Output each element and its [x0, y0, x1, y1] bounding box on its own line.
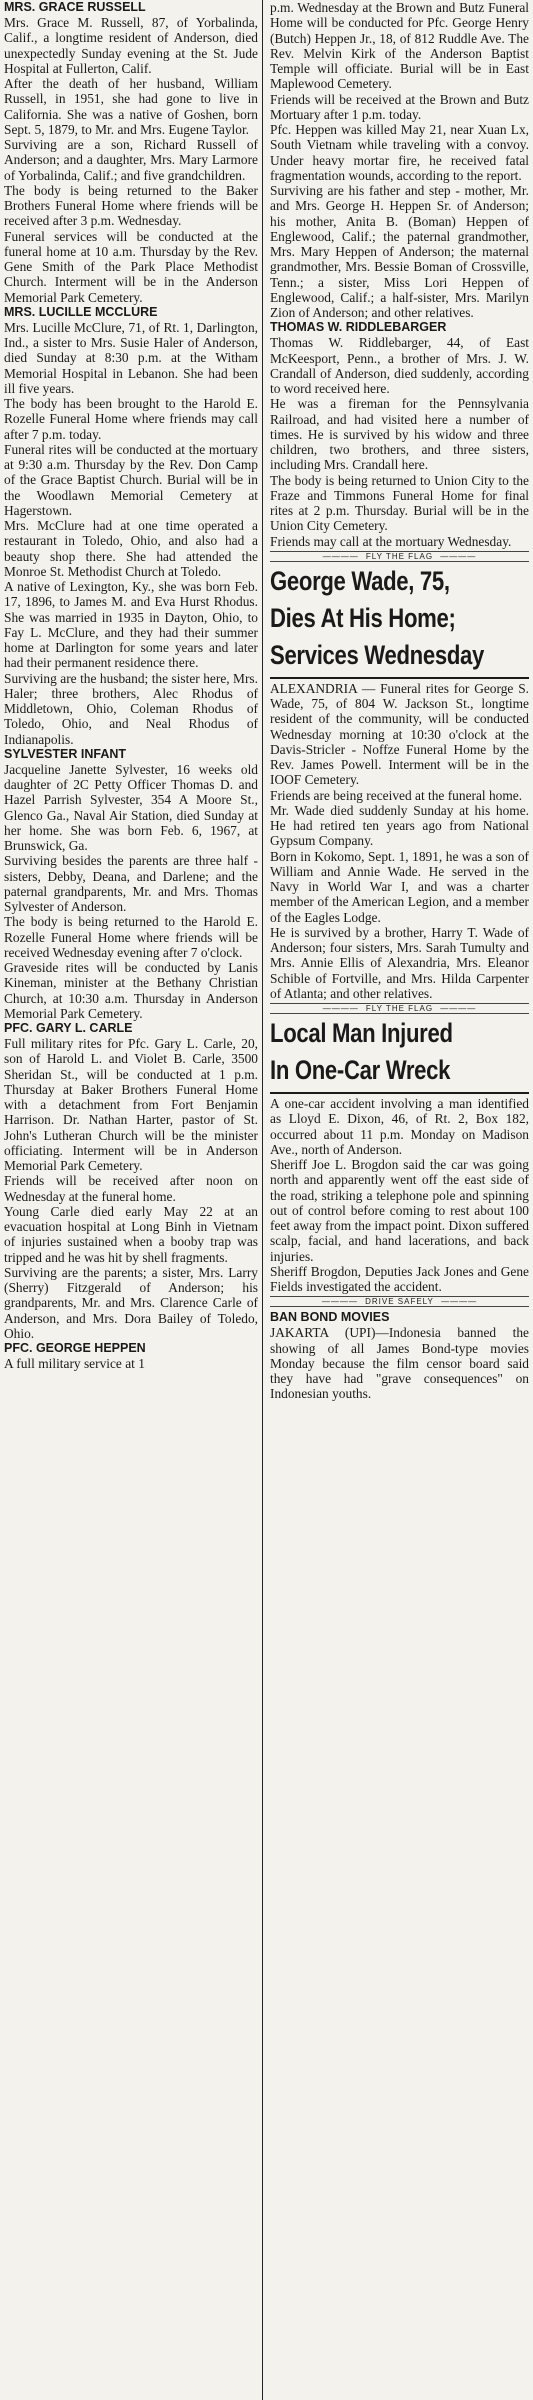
separator-label: FLY THE FLAG — [362, 552, 437, 561]
headline-line: Services Wednesday — [270, 639, 484, 670]
obituary-sylvester — [4, 747, 258, 1021]
headline-rule — [270, 677, 529, 679]
obituary-text: Mrs. Lucille McClure, 71, of Rt. 1, Darlington, Ind., a sister to Mrs. Susie Haler of Anderson, died Sunday at 8:30 p.m. at the Witham Memorial Hospital in Lebanon. She had been ill five years. The body has been brought to the Harold E. Rozelle Funeral Home where friends may call after 7 p.m. today. Funeral rites will be conducted at the mortuary at 9:30 a.m. Thursday by the Rev. Don Camp of the Grace Baptist Church. Burial will be in the Woodlawn Memorial Cemetery at Hagerstown. Mrs. McClure had at one time operated a restaurant in Toledo, Ohio, and also had a beauty shop there. She had attended the Monroe St. Methodist Church at Toledo. A native of Lexington, Ky., she was born Feb. 17, 1896, to James M. and Eva Hurst Rhodus. She was married in 1935 in Dayton, Ohio, to Fay L. McClure, and they had their summer home at Darlington for some years and later had their permanent residence there. Surviving are the husband; the sister here, Mrs. Haler; three brothers, Alec Rhodus of Middletown, Ohio, Coleman Rhodus of Toledo, Ohio, and Neal Rhodus of Indianapolis. — [4, 319, 258, 747]
article-text: A one-car accident involving a man identified as Lloyd E. Dixon, 46, of Rt. 2, Box 182, occurred about 11 p.m. Monday on Madison Ave., north of Anderson. Sheriff Joe L. Brogdon said the car was going north and apparently went off the east side of the road, striking a telephone pole and spinning out of control before coming to rest about 100 feet away from the impact point. Dixon suffered scalp, facial, and hand lacerations, and back injuries. Sheriff Brogdon, Deputies Jack Jones and Gene Fields investigated the accident. — [270, 1096, 529, 1294]
article-text: JAKARTA (UPI)—Indonesia banned the showing of all James Bond-type movies Monday because the film censor board said they have had "grave consequences" on Indonesian youths. — [270, 1325, 529, 1402]
obituary-text: Jacqueline Janette Sylvester, 16 weeks old daughter of 2C Petty Officer Thomas D. and Hazel Parrish Sylvester, 354 A Moore St., Glenco Ga., Naval Air Station, died Sunday at her home. She was born Feb. 6, 1967, at Brunswick, Ga. Surviving besides the parents are three half - sisters, Debby, Deana, and Darlene; and the paternal grandparents, Mr. and Mrs. Thomas Sylvester of Anderson. The body is being returned to the Harold E. Rozelle Funeral Home where friends will be received Wednesday evening after 7 o'clock. Graveside rites will be conducted by Lanis Kineman, minister at the Bethany Christian Church, at 10:30 a.m. Thursday in Anderson Memorial Park Cemetery. — [4, 761, 258, 1021]
headline-rule — [270, 1092, 529, 1094]
separator-fly-the-flag: ———— FLY THE FLAG ———— — [270, 551, 529, 562]
left-column — [0, 0, 263, 2400]
article-ban-bond-movies — [270, 1310, 529, 1401]
obituary-text: Thomas W. Riddlebarger, 44, of East McKeesport, Penn., a brother of Mrs. J. W. Crandall of Anderson, died suddenly, according to word received here. He was a fireman for the Pennsylvania Railroad, and had visited here a number of times. He is survived by his widow and three children, two brothers, and three sisters, including Mrs. Crandall here. The body is being returned to Union City to the Fraze and Timmons Funeral Home for final rites at 2 p.m. Thursday. Burial will be in the Union City Cemetery. Friends may call at the mortuary Wednesday. — [270, 335, 529, 549]
obituary-heppen — [4, 1341, 258, 1371]
article-headline: BAN BOND MOVIES — [270, 1310, 390, 1325]
article-wade — [270, 566, 529, 1001]
obituary-carle — [4, 1021, 258, 1341]
obituary-headline: PFC. GEORGE HEPPEN — [4, 1341, 146, 1355]
article-text: ALEXANDRIA — Funeral rites for George S. Wade, 75, of 804 W. Jackson St., longtime resident of the community, will be conducted Wednesday morning at 10:30 o'clock at the Davis-Stricler - Noffze Funeral Home by the Rev. James Powell. Interment will be in the IOOF Cemetery. Friends are being received at the funeral home. Mr. Wade died suddenly Sunday at his home. He had retired ten years ago from National Gypsum Company. Born in Kokomo, Sept. 1, 1891, he was a son of William and Annie Wade. He served in the Navy in World War I, and was a charter member of the American Legion, and a member of the Eagles Lodge. He is survived by a brother, Harry T. Wade of Anderson; four sisters, Mrs. Sarah Tumulty and Mrs. Annie Ellis of Alexandria, Mrs. Eleanor Schible of Fortville, and Mrs. Hilda Carpenter of Atlanta; and other relatives. — [270, 680, 529, 1001]
separator-label: DRIVE SAFELY — [361, 1297, 438, 1306]
separator-fly-the-flag: ———— FLY THE FLAG ———— — [270, 1003, 529, 1014]
headline-line: Local Man Injured — [270, 1018, 453, 1048]
obituary-text: A full military service at 1 — [4, 1356, 145, 1371]
obituary-headline: THOMAS W. RIDDLEBARGER — [270, 320, 447, 335]
right-column — [266, 0, 533, 2400]
separator-label: FLY THE FLAG — [362, 1004, 437, 1013]
obituary-riddlebarger — [270, 320, 529, 549]
obituary-headline: SYLVESTER INFANT — [4, 746, 127, 761]
obituary-text: Mrs. Grace M. Russell, 87, of Yorbalinda, Calif., a longtime resident of Anderson, died unexpectedly Sunday evening at the St. Jude Hospital at Fullerton, Calif. After the death of her husband, William Russell, in 1951, she had gone to live in California. She was a native of Goshen, born Sept. 5, 1879, to Mr. and Mrs. Eugene Taylor. Surviving are a son, Richard Russell of Anderson; and a daughter, Mrs. Mary Larmore of Yorbalinda, Calif.; and five grandchildren. The body is being returned to the Baker Brothers Funeral Home where friends will be received after 3 p.m. Wednesday. Funeral services will be conducted at the funeral home at 10 a.m. Thursday by the Rev. Gene Smith of the Park Place Methodist Church. Interment will be in the Anderson Memorial Park Cemetery. — [4, 15, 258, 305]
heppen-continued-text: p.m. Wednesday at the Brown and Butz Funeral Home will be conducted for Pfc. George Henry (Butch) Heppen Jr., 18, of 812 Ruddle Ave. The Rev. Melvin Kirk of the Anderson Baptist Temple will officiate. Burial will be in East Maplewood Cemetery. Friends will be received at the Brown and Butz Mortuary after 1 p.m. today. Pfc. Heppen was killed May 21, near Xuan Lx, South Vietnam while traveling with a convoy. Under heavy mortar fire, he received fatal fragmentation wounds, according to the report. Surviving are his father and step - mother, Mr. and Mrs. George H. Heppen Sr. of Anderson; his mother, Anita B. (Boman) Heppen of Englewood, Calif.; the paternal grandmother, Mrs. Mary Heppen of Anderson; the maternal grandmother, Mrs. Bessie Boman of Crossville, Tenn.; a sister, Miss Lori Heppen of Englewood, Calif.; a half-sister, Mrs. Marilyn Zion of Anderson; and other relatives. — [270, 0, 529, 320]
obituary-text: Full military rites for Pfc. Gary L. Carle, 20, son of Harold L. and Violet B. Carle, 3500 Sheridan St., will be conducted at 1 p.m. Thursday at Baker Brothers Funeral Home with a detachment from Fort Benjamin Harrison. Dr. Nathan Harter, pastor of St. John's Lutheran Church will be the minister officiating. Interment will be in Anderson Memorial Park Cemetery. Friends will be received after noon on Wednesday at the funeral home. Young Carle died early May 22 at an evacuation hospital at Long Binh in Vietnam of injuries sustained when a booby trap was tripped and he was hit by shell fragments. Surviving are the parents; a sister, Mrs. Larry (Sherry) Fitzgerald of Anderson; his grandparents, Mr. and Mrs. Clarence Carle of Anderson, and Mrs. Dora Bailey of Toledo, Ohio. — [4, 1036, 258, 1341]
headline-line: George Wade, 75, — [270, 565, 450, 596]
obituary-headline: MRS. LUCILLE MCCLURE — [4, 304, 158, 319]
obituary-headline: PFC. GARY L. CARLE — [4, 1021, 133, 1035]
obituary-mcclure — [4, 305, 258, 747]
headline-line: In One-Car Wreck — [270, 1055, 451, 1085]
obituary-headline: MRS. GRACE RUSSELL — [4, 0, 146, 14]
article-injured — [270, 1018, 529, 1294]
separator-drive-safely: ———— DRIVE SAFELY ———— — [270, 1296, 529, 1307]
headline-line: Dies At His Home; — [270, 602, 456, 633]
obituary-russell — [4, 0, 258, 305]
